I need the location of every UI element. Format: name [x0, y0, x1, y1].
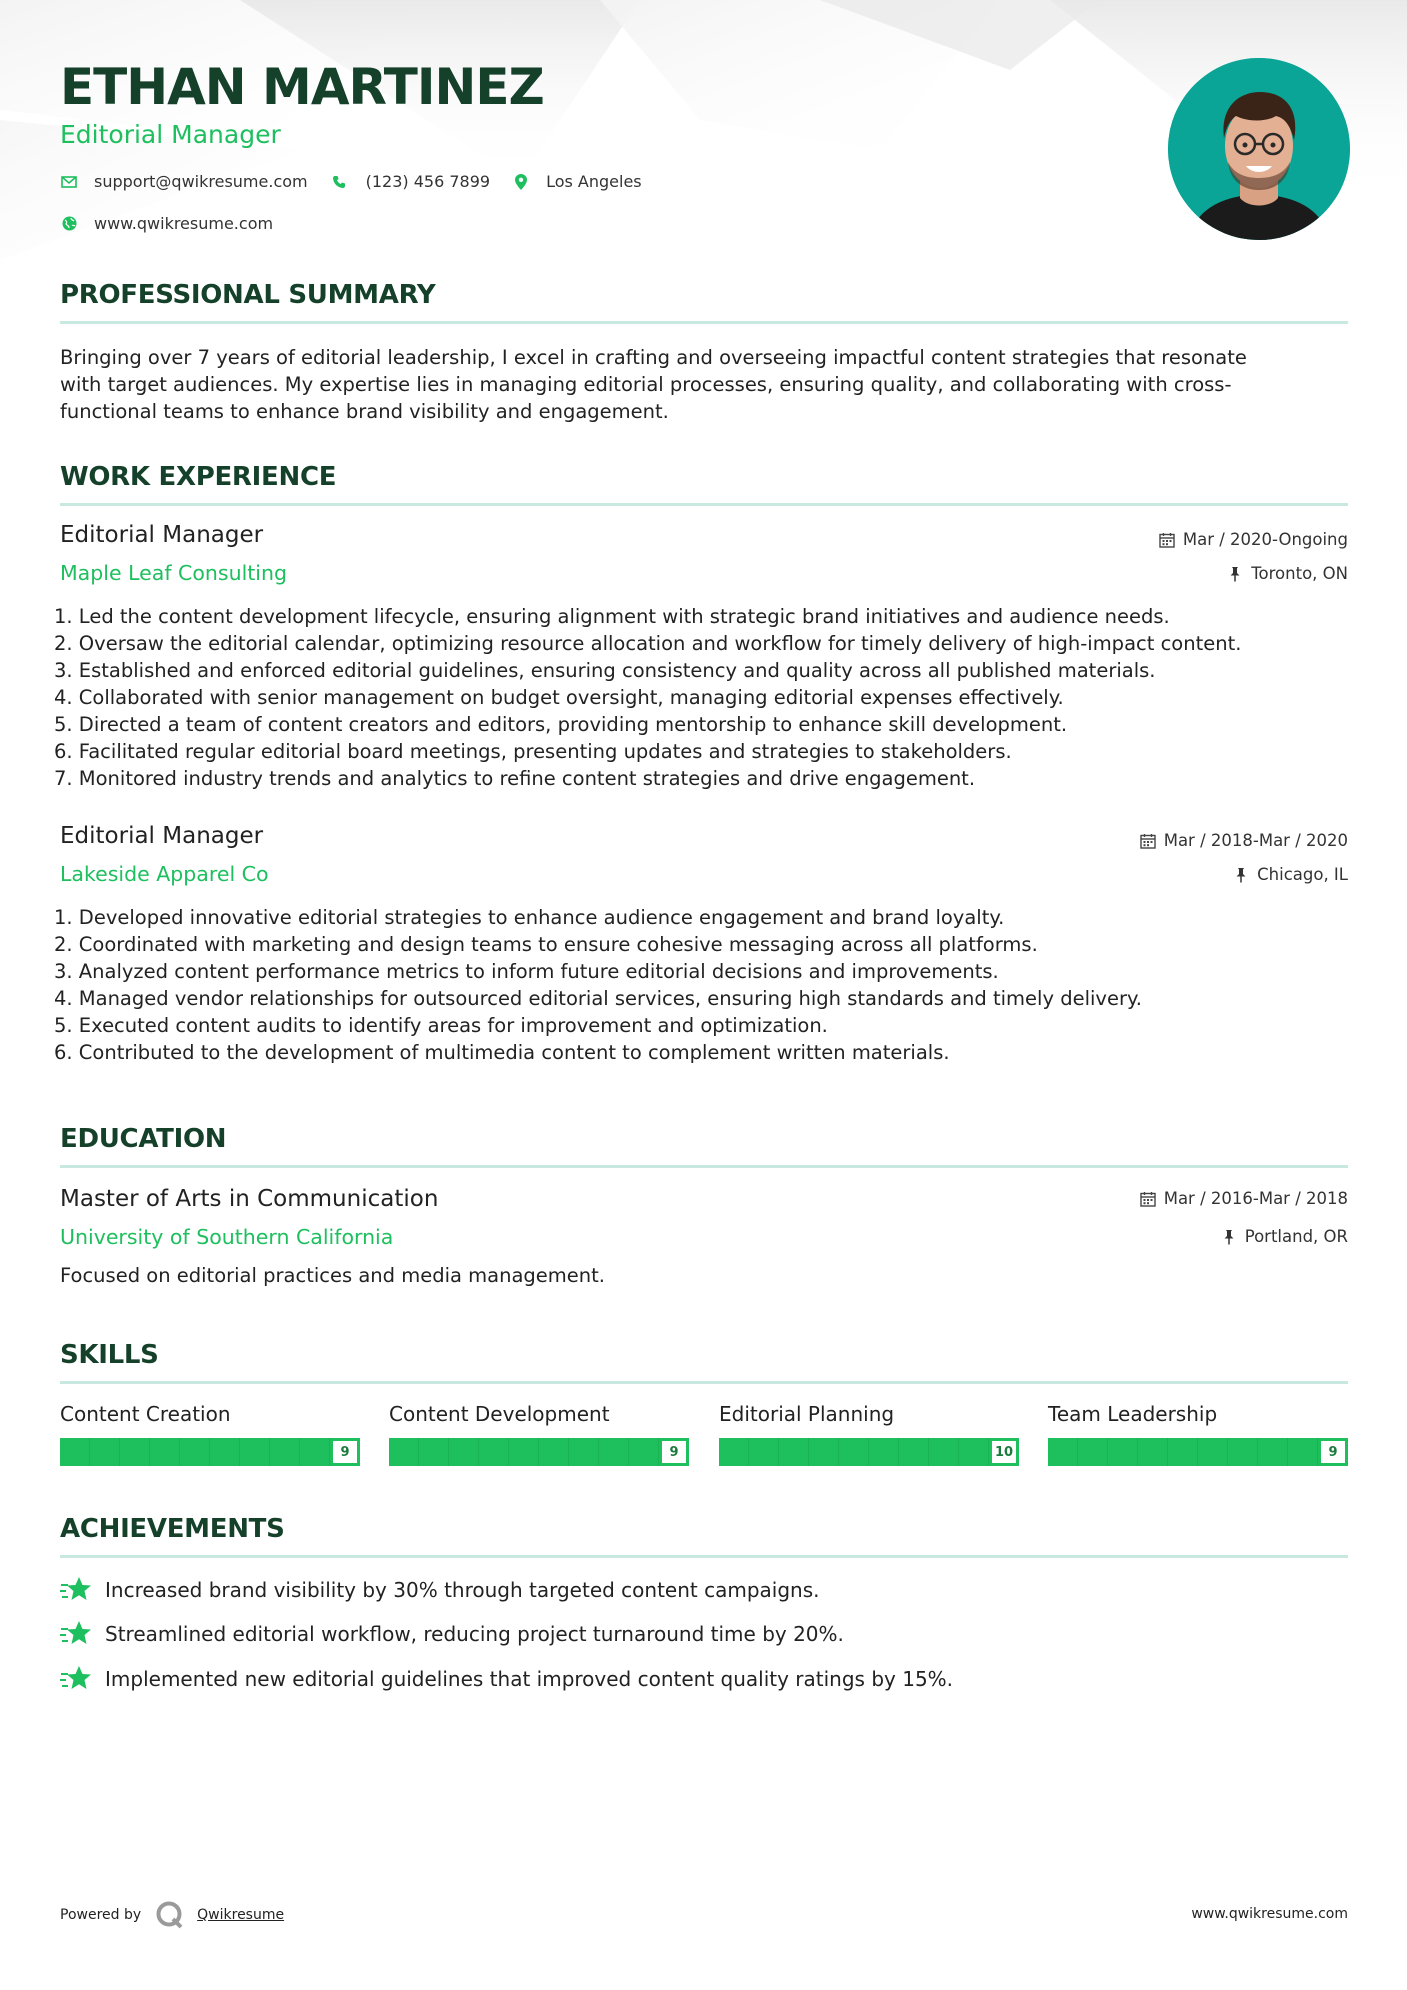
contact-row-2 [60, 214, 295, 233]
skill-segment-filled [779, 1438, 809, 1466]
star-icon [60, 1665, 92, 1693]
skill-segment-filled [539, 1438, 569, 1466]
star-icon [60, 1620, 92, 1648]
education-location [1221, 1227, 1348, 1246]
skill-segment-filled [1198, 1438, 1228, 1466]
job-date [1140, 831, 1348, 850]
list-item: 4. Managed vendor relationships for outsourced editorial services, ensuring high standards and timely delivery. [54, 987, 1142, 1010]
website-text: www.qwikresume.com [94, 214, 274, 233]
skill-item [719, 1402, 1019, 1466]
summary-line: functional teams to enhance brand visibility and engagement. [60, 400, 669, 423]
list-item: 3. Analyzed content performance metrics to inform future editorial decisions and improvements. [54, 960, 999, 983]
skill-segment-filled [180, 1438, 210, 1466]
list-item: 2. Coordinated with marketing and design teams to ensure cohesive messaging across all platforms. [54, 933, 1038, 956]
achievement-text: Streamlined editorial workflow, reducing project turnaround time by 20%. [105, 1622, 844, 1646]
job-company: Lakeside Apparel Co [60, 862, 269, 886]
footer-url[interactable]: www.qwikresume.com [1191, 1906, 1348, 1922]
list-item: 5. Directed a team of content creators and editors, providing mentorship to enhance skill development. [54, 713, 1068, 736]
job-location [1233, 865, 1348, 884]
job-date-text: Mar / 2020-Ongoing [1182, 530, 1348, 549]
skill-level-bar [60, 1438, 360, 1466]
avatar-portrait-icon [1168, 58, 1350, 240]
summary-heading: PROFESSIONAL SUMMARY [60, 280, 436, 310]
skill-segment-filled [599, 1438, 629, 1466]
envelope-icon [60, 173, 78, 191]
job-date-text: Mar / 2018-Mar / 2020 [1163, 831, 1348, 850]
achievement-item [60, 1665, 953, 1693]
skill-segment-filled [959, 1438, 989, 1466]
education-heading: EDUCATION [60, 1124, 227, 1154]
list-item: 2. Oversaw the editorial calendar, optimizing resource allocation and workflow for timely delivery of high-impact content. [54, 632, 1242, 655]
skill-segment-filled [449, 1438, 479, 1466]
calendar-icon [1159, 532, 1175, 548]
footer-powered-by [60, 1900, 284, 1930]
skill-segment-filled [1048, 1438, 1078, 1466]
list-item: 4. Collaborated with senior management on budget oversight, managing editorial expenses effectively. [54, 686, 1064, 709]
list-item: 3. Established and enforced editorial guidelines, ensuring consistency and quality across all published materials. [54, 659, 1156, 682]
skill-segment-filled [839, 1438, 869, 1466]
pushpin-icon [1233, 867, 1249, 883]
job-company: Maple Leaf Consulting [60, 561, 288, 585]
skill-segment-filled [419, 1438, 449, 1466]
skill-label: Team Leadership [1048, 1402, 1218, 1426]
achievements-heading: ACHIEVEMENTS [60, 1514, 285, 1544]
skill-segment-filled [270, 1438, 300, 1466]
experience-divider [60, 503, 1348, 506]
summary-line: Bringing over 7 years of editorial leadership, I excel in crafting and overseeing impactful content strategies that resonate [60, 346, 1247, 369]
skill-item [60, 1402, 360, 1466]
star-icon [60, 1576, 92, 1604]
qwikresume-logo-icon [155, 1900, 185, 1930]
skill-level-bar [719, 1438, 1019, 1466]
skill-segment-filled [210, 1438, 240, 1466]
contact-row-1 [60, 172, 664, 191]
achievement-item [60, 1576, 820, 1604]
skill-segment-filled [479, 1438, 509, 1466]
education-location-text: Portland, OR [1244, 1227, 1348, 1246]
skill-segment-filled [899, 1438, 929, 1466]
skill-label: Editorial Planning [719, 1402, 895, 1426]
education-date-text: Mar / 2016-Mar / 2018 [1163, 1189, 1348, 1208]
education-degree: Master of Arts in Communication [60, 1186, 439, 1212]
calendar-icon [1140, 1191, 1156, 1207]
qwikresume-link[interactable]: Qwikresume [197, 1907, 285, 1923]
skill-segment-filled [1288, 1438, 1318, 1466]
skill-level-bar [1048, 1438, 1348, 1466]
skill-segment-filled [150, 1438, 180, 1466]
list-item: 1. Developed innovative editorial strategies to enhance audience engagement and brand loyalty. [54, 906, 1005, 929]
skill-level-badge: 10 [989, 1438, 1019, 1466]
skill-level-bar [389, 1438, 689, 1466]
job-location-text: Chicago, IL [1257, 865, 1348, 884]
skill-label: Content Creation [60, 1402, 231, 1426]
education-divider [60, 1165, 1348, 1168]
contact-email[interactable] [60, 172, 308, 191]
skill-segment-filled [90, 1438, 120, 1466]
job-title: Editorial Manager [60, 522, 264, 548]
job-title: Editorial Manager [60, 823, 264, 849]
skill-segment-filled [629, 1438, 659, 1466]
skill-segment-filled [1258, 1438, 1288, 1466]
map-pin-icon [512, 173, 530, 191]
job-bullet-list [54, 603, 1241, 792]
skill-segment-filled [389, 1438, 419, 1466]
pushpin-icon [1227, 566, 1243, 582]
job-location-text: Toronto, ON [1251, 564, 1348, 583]
summary-line: with target audiences. My expertise lies in managing editorial processes, ensuring quality, and collaborating with cross- [60, 373, 1232, 396]
achievement-text: Increased brand visibility by 30% through targeted content campaigns. [105, 1578, 820, 1602]
summary-divider [60, 321, 1348, 324]
skill-segment-filled [240, 1438, 270, 1466]
location-text: Los Angeles [546, 172, 642, 191]
skill-segment-filled [60, 1438, 90, 1466]
list-item: 6. Facilitated regular editorial board meetings, presenting updates and strategies to stakeholders. [54, 740, 1012, 763]
email-text: support@qwikresume.com [94, 172, 308, 191]
experience-heading: WORK EXPERIENCE [60, 462, 337, 492]
education-school: University of Southern California [60, 1225, 394, 1249]
education-description: Focused on editorial practices and media management. [60, 1264, 605, 1287]
powered-by-label: Powered by [60, 1907, 142, 1923]
skill-segment-filled [509, 1438, 539, 1466]
skill-segment-filled [809, 1438, 839, 1466]
summary-text [60, 344, 1348, 425]
skill-item [1048, 1402, 1348, 1466]
skill-segment-filled [869, 1438, 899, 1466]
globe-icon [60, 215, 78, 233]
list-item: 6. Contributed to the development of multimedia content to complement written materials. [54, 1041, 950, 1064]
skill-level-badge: 9 [1318, 1438, 1348, 1466]
job-bullet-list [54, 904, 1142, 1066]
skill-segment-filled [569, 1438, 599, 1466]
skill-label: Content Development [389, 1402, 610, 1426]
achievements-divider [60, 1555, 1348, 1558]
contact-website[interactable] [60, 214, 273, 233]
skill-segment-filled [120, 1438, 150, 1466]
job-location [1227, 564, 1348, 583]
skill-segment-filled [1168, 1438, 1198, 1466]
skill-item [389, 1402, 689, 1466]
skill-segment-filled [929, 1438, 959, 1466]
skill-segment-filled [300, 1438, 330, 1466]
job-date [1159, 530, 1348, 549]
skill-segment-filled [1228, 1438, 1258, 1466]
skills-divider [60, 1381, 1348, 1384]
calendar-icon [1140, 833, 1156, 849]
pushpin-icon [1221, 1229, 1237, 1245]
list-item: 7. Monitored industry trends and analytics to refine content strategies and drive engagement. [54, 767, 976, 790]
skill-level-badge: 9 [330, 1438, 360, 1466]
avatar [1168, 58, 1350, 240]
skill-segment-filled [749, 1438, 779, 1466]
skill-segment-filled [1108, 1438, 1138, 1466]
phone-text: (123) 456 7899 [365, 172, 491, 191]
achievement-item [60, 1620, 844, 1648]
contact-location [512, 172, 642, 191]
candidate-title: Editorial Manager [60, 120, 281, 149]
skill-level-badge: 9 [659, 1438, 689, 1466]
education-date [1140, 1189, 1348, 1208]
list-item: 1. Led the content development lifecycle, ensuring alignment with strategic brand initiatives and audience needs. [54, 605, 1170, 628]
skills-heading: SKILLS [60, 1340, 159, 1370]
skill-segment-filled [1138, 1438, 1168, 1466]
list-item: 5. Executed content audits to identify areas for improvement and optimization. [54, 1014, 828, 1037]
skill-segment-filled [719, 1438, 749, 1466]
achievement-text: Implemented new editorial guidelines that improved content quality ratings by 15%. [105, 1667, 954, 1691]
skill-segment-filled [1078, 1438, 1108, 1466]
candidate-name: ETHAN MARTINEZ [60, 58, 544, 116]
phone-icon [330, 173, 348, 191]
contact-phone[interactable] [330, 172, 490, 191]
